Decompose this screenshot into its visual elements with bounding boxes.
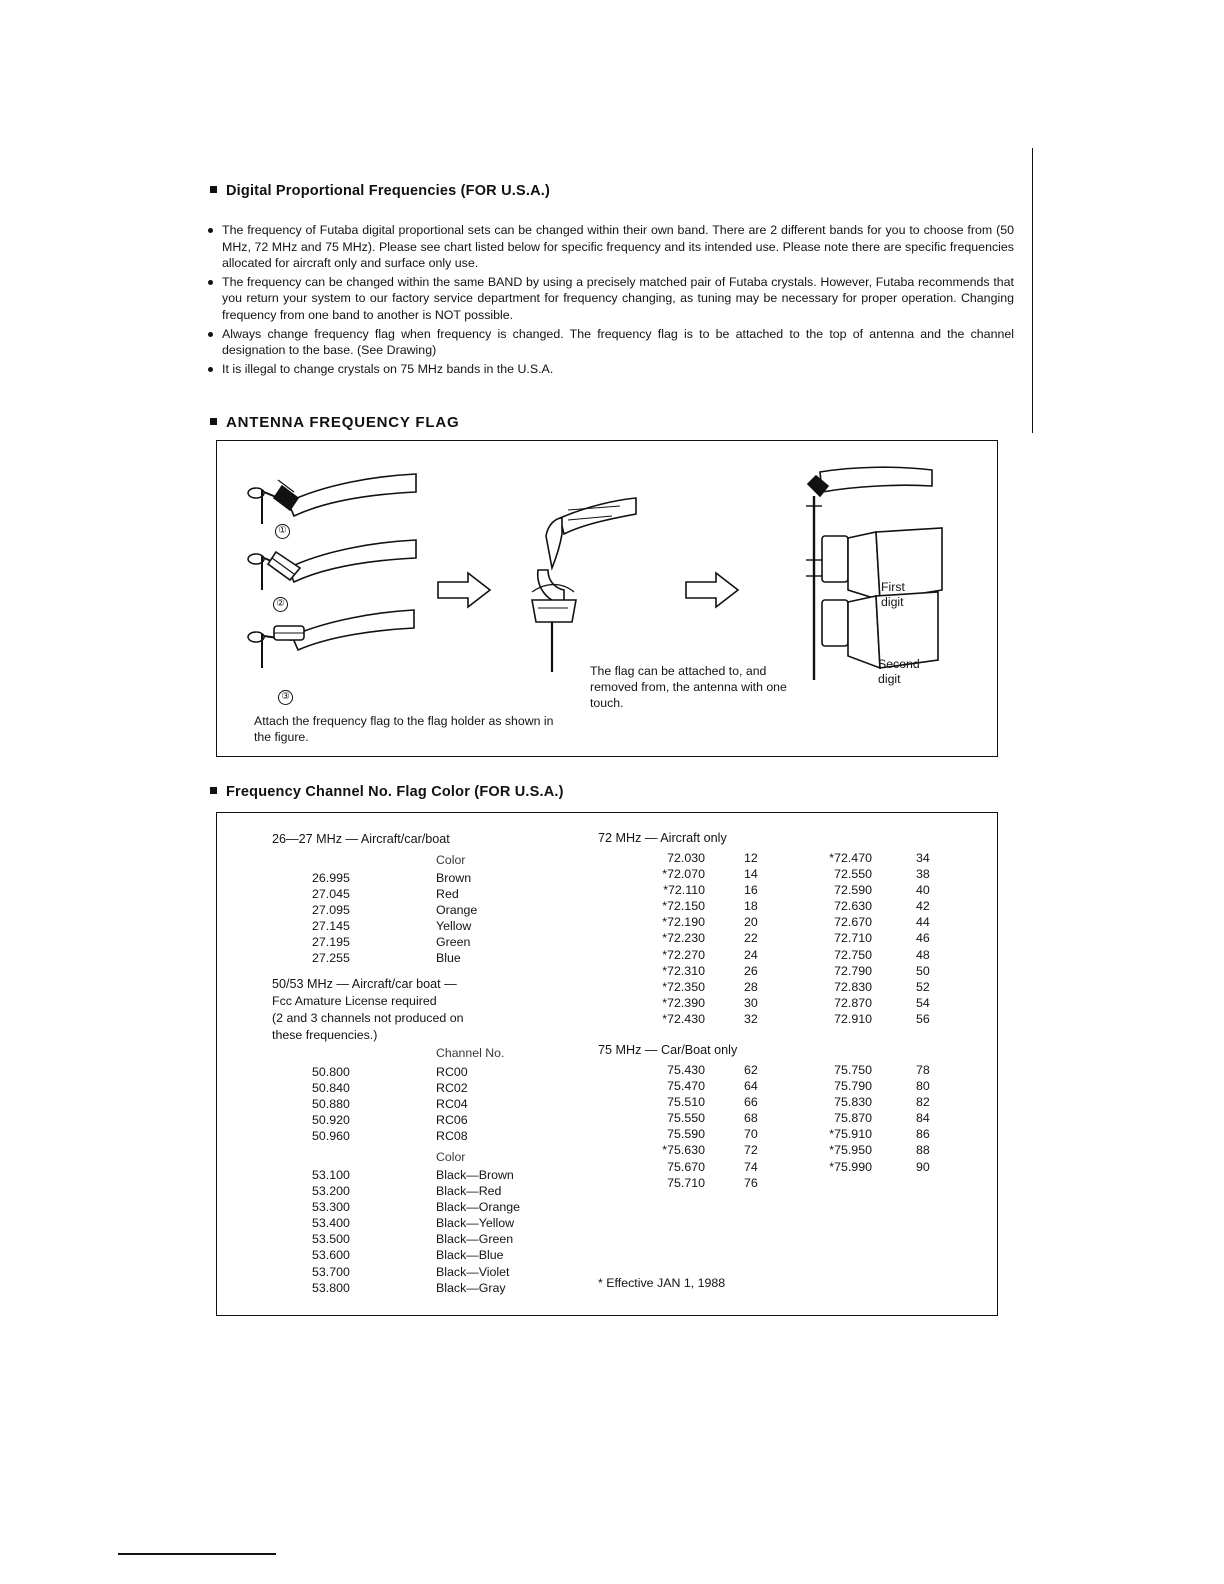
table-cell: 56 xyxy=(916,1011,930,1026)
table-cell: 66 xyxy=(744,1095,758,1110)
table-cell: 53.100 xyxy=(312,1168,350,1182)
table-note-fcc-license: Fcc Amature License required xyxy=(272,994,437,1008)
table-cell: RC04 xyxy=(436,1097,468,1112)
table-cell: 75.710 xyxy=(667,1175,705,1190)
table-cell: 44 xyxy=(916,915,930,930)
table-cell: 50.840 xyxy=(312,1081,350,1096)
table-cell: 62 xyxy=(744,1063,758,1077)
table-cell: *72.150 xyxy=(662,899,705,914)
table-cell: 75.590 xyxy=(667,1127,705,1142)
table-cell: 75.870 xyxy=(834,1111,872,1126)
square-bullet-icon xyxy=(210,418,217,425)
table-cell: 50.800 xyxy=(312,1065,350,1079)
table-cell: *72.350 xyxy=(662,979,705,994)
figure-caption-one-touch: The flag can be attached to, and removed from, the antenna with one touch. xyxy=(590,664,787,710)
table-cell: 84 xyxy=(916,1111,930,1126)
table-cell: 76 xyxy=(744,1175,758,1190)
table-cell: RC08 xyxy=(436,1129,468,1144)
table-cell: 50 xyxy=(916,963,930,978)
table-cell: *72.430 xyxy=(662,1011,705,1026)
table-cell: 74 xyxy=(744,1159,758,1174)
table-cell: 22 xyxy=(744,931,758,946)
table-cell: 72.790 xyxy=(834,963,872,978)
table-cell: *75.910 xyxy=(829,1127,872,1142)
table-cell: 53.800 xyxy=(312,1280,350,1295)
table-cell: Black—Orange xyxy=(436,1200,521,1215)
table-cell: *75.630 xyxy=(662,1143,705,1158)
table-cell: 26.995 xyxy=(312,871,350,885)
table-cell: RC00 xyxy=(436,1065,468,1079)
table-cell: 32 xyxy=(744,1011,758,1026)
table-cell: 50.960 xyxy=(312,1129,350,1144)
table-cell: RC02 xyxy=(436,1081,468,1096)
table-cell: 40 xyxy=(916,883,930,898)
column-frequencies-75-b xyxy=(806,1062,872,1175)
section-heading-antenna-flag xyxy=(210,414,459,431)
table-cell: 53.700 xyxy=(312,1264,350,1279)
column-frequencies-26-27 xyxy=(312,870,350,967)
table-cell: 20 xyxy=(744,915,758,930)
table-cell: 27.145 xyxy=(312,919,350,934)
table-cell: 72.670 xyxy=(834,915,872,930)
table-cell: *72.070 xyxy=(662,867,705,882)
table-cell: 82 xyxy=(916,1095,930,1110)
table-cell: 54 xyxy=(916,995,930,1010)
table-cell: 34 xyxy=(916,851,930,865)
column-frequencies-72-b xyxy=(808,850,872,1027)
bottom-margin-rule xyxy=(118,1553,276,1555)
table-cell: 72.550 xyxy=(834,867,872,882)
table-cell: 14 xyxy=(744,867,758,882)
table-title-72mhz: 72 MHz — Aircraft only xyxy=(598,831,727,845)
table-cell: 50.880 xyxy=(312,1097,350,1112)
table-cell: Black—Blue xyxy=(436,1248,504,1263)
table-title-75mhz: 75 MHz — Car/Boat only xyxy=(598,1043,738,1057)
section-heading-antenna-label: ANTENNA FREQUENCY FLAG xyxy=(226,414,460,431)
table-cell: 72.910 xyxy=(834,1011,872,1026)
column-header-color-2627: Color xyxy=(436,853,466,867)
table-cell: 86 xyxy=(916,1127,930,1142)
table-cell: *72.190 xyxy=(662,915,705,930)
table-cell: 27.045 xyxy=(312,887,350,902)
section-heading-digital-frequencies xyxy=(210,183,550,199)
list-item: The frequency can be changed within the same BAND by using a precisely matched pair of Futaba crystals. However, Futaba recommends that you return your system to our factory service department for frequency changing, as tuning may be necessary for proper operation. Changing frequency from one band to another is NOT possible. xyxy=(208,274,1014,324)
table-cell: 75.790 xyxy=(834,1079,872,1094)
table-cell: 52 xyxy=(916,979,930,994)
table-cell: 75.830 xyxy=(834,1095,872,1110)
table-note-channels-23: (2 and 3 channels not produced on xyxy=(272,1011,464,1025)
table-cell: 75.670 xyxy=(667,1159,705,1174)
table-cell: 18 xyxy=(744,899,758,914)
table-cell: 72.830 xyxy=(834,979,872,994)
table-cell: 72 xyxy=(744,1143,758,1158)
table-cell: 27.095 xyxy=(312,903,350,918)
table-cell: 72.870 xyxy=(834,995,872,1010)
column-frequencies-50 xyxy=(312,1064,350,1144)
table-footnote-effective-date: * Effective JAN 1, 1988 xyxy=(598,1276,726,1290)
step-2-marker: ② xyxy=(273,597,288,612)
table-cell: 24 xyxy=(744,947,758,962)
table-cell: Yellow xyxy=(436,919,472,934)
table-cell: 26 xyxy=(744,963,758,978)
table-cell: 75.750 xyxy=(834,1063,872,1077)
table-cell: *72.110 xyxy=(663,883,705,898)
table-title-26-27mhz: 26—27 MHz — Aircraft/car/boat xyxy=(272,832,450,846)
table-cell: *72.390 xyxy=(662,995,705,1010)
table-cell: 53.300 xyxy=(312,1200,350,1215)
table-cell: 72.030 xyxy=(667,851,705,865)
table-cell: *72.470 xyxy=(829,851,872,865)
table-cell: 53.400 xyxy=(312,1216,350,1231)
column-channels-75-a xyxy=(744,1062,758,1191)
column-frequencies-53 xyxy=(312,1167,350,1296)
table-cell: 75.510 xyxy=(667,1095,705,1110)
column-header-color-53: Color xyxy=(436,1150,466,1164)
table-cell: 27.195 xyxy=(312,935,350,950)
figure-label-first-digit: First digit xyxy=(881,580,905,609)
table-cell: *72.270 xyxy=(662,947,705,962)
list-item: The frequency of Futaba digital proportional sets can be changed within their own band. There are 2 different bands for you to choose from (50 MHz, 72 MHz and 75 MHz). Please see chart listed below for specific frequency and its intended use. Please note there are specific frequencies allocated for aircraft only and surface only use. xyxy=(208,222,1014,272)
table-cell: Black—Violet xyxy=(436,1264,510,1279)
table-cell: Black—Red xyxy=(436,1184,502,1199)
table-cell: 72.750 xyxy=(834,947,872,962)
table-cell: 28 xyxy=(744,979,758,994)
table-title-50-53mhz: 50/53 MHz — Aircraft/car boat — xyxy=(272,977,457,991)
step-3-marker: ③ xyxy=(278,690,293,705)
intro-bullet-list xyxy=(208,222,1014,379)
table-cell: 72.630 xyxy=(834,899,872,914)
column-colors-53 xyxy=(436,1167,520,1296)
table-cell: Green xyxy=(436,935,471,950)
column-channels-72-b xyxy=(916,850,930,1027)
table-cell: 75.470 xyxy=(667,1079,705,1094)
column-channels-75-b xyxy=(916,1062,930,1175)
table-cell: 72.590 xyxy=(834,883,872,898)
column-frequencies-72-a xyxy=(645,850,705,1027)
column-frequencies-75-a xyxy=(645,1062,705,1191)
table-cell: 72.710 xyxy=(834,931,872,946)
table-cell: *72.230 xyxy=(662,931,705,946)
section-heading-digital-label: Digital Proportional Frequencies (FOR U.S.A.) xyxy=(226,183,550,199)
table-cell: *75.990 xyxy=(829,1159,872,1174)
table-cell: 90 xyxy=(916,1159,930,1174)
table-cell: Black—Brown xyxy=(436,1168,514,1182)
list-item: Always change frequency flag when frequency is changed. The frequency flag is to be attached to the top of antenna and the channel designation to the base. (See Drawing) xyxy=(208,326,1014,359)
table-cell: 53.600 xyxy=(312,1248,350,1263)
table-cell: Black—Gray xyxy=(436,1280,506,1295)
column-colors-26-27 xyxy=(436,870,477,967)
table-cell: 64 xyxy=(744,1079,758,1094)
table-cell: 46 xyxy=(916,931,930,946)
column-channels-50 xyxy=(436,1064,468,1144)
table-cell: 27.255 xyxy=(312,951,350,966)
figure-label-second-digit: Second digit xyxy=(878,657,920,686)
right-margin-rule xyxy=(1032,148,1033,433)
table-cell: 70 xyxy=(744,1127,758,1142)
table-cell: 30 xyxy=(744,995,758,1010)
table-cell: Black—Green xyxy=(436,1232,514,1247)
table-cell: 53.200 xyxy=(312,1184,350,1199)
table-cell: *75.950 xyxy=(829,1143,872,1158)
table-cell: 50.920 xyxy=(312,1113,350,1128)
square-bullet-icon xyxy=(210,787,217,794)
list-item: It is illegal to change crystals on 75 MHz bands in the U.S.A. xyxy=(208,361,1014,378)
table-cell: 48 xyxy=(916,947,930,962)
table-cell: 68 xyxy=(744,1111,758,1126)
column-header-channel-no: Channel No. xyxy=(436,1046,505,1060)
table-cell: Blue xyxy=(436,951,461,966)
table-cell: 16 xyxy=(744,883,758,898)
square-bullet-icon xyxy=(210,186,217,193)
table-cell: 75.430 xyxy=(667,1063,705,1077)
table-cell: 38 xyxy=(916,867,930,882)
figure-caption-attach: Attach the frequency flag to the flag holder as shown in the figure. xyxy=(254,714,554,744)
table-cell: 42 xyxy=(916,899,930,914)
table-cell: 12 xyxy=(744,851,758,865)
table-cell: 78 xyxy=(916,1063,930,1077)
table-cell: 75.550 xyxy=(667,1111,705,1126)
table-cell: RC06 xyxy=(436,1113,468,1128)
table-cell: Red xyxy=(436,887,459,902)
table-cell: 53.500 xyxy=(312,1232,350,1247)
column-channels-72-a xyxy=(744,850,758,1027)
table-note-these-frequencies: these frequencies.) xyxy=(272,1028,378,1042)
table-cell: Brown xyxy=(436,871,472,885)
table-cell: 88 xyxy=(916,1143,930,1158)
step-1-marker: ① xyxy=(275,524,290,539)
table-cell: Orange xyxy=(436,903,478,918)
section-heading-frequency-channel-label: Frequency Channel No. Flag Color (FOR U.S.A.) xyxy=(226,784,564,800)
table-cell: Black—Yellow xyxy=(436,1216,515,1231)
section-heading-frequency-channel xyxy=(210,784,564,800)
table-cell: 80 xyxy=(916,1079,930,1094)
table-cell: *72.310 xyxy=(662,963,705,978)
